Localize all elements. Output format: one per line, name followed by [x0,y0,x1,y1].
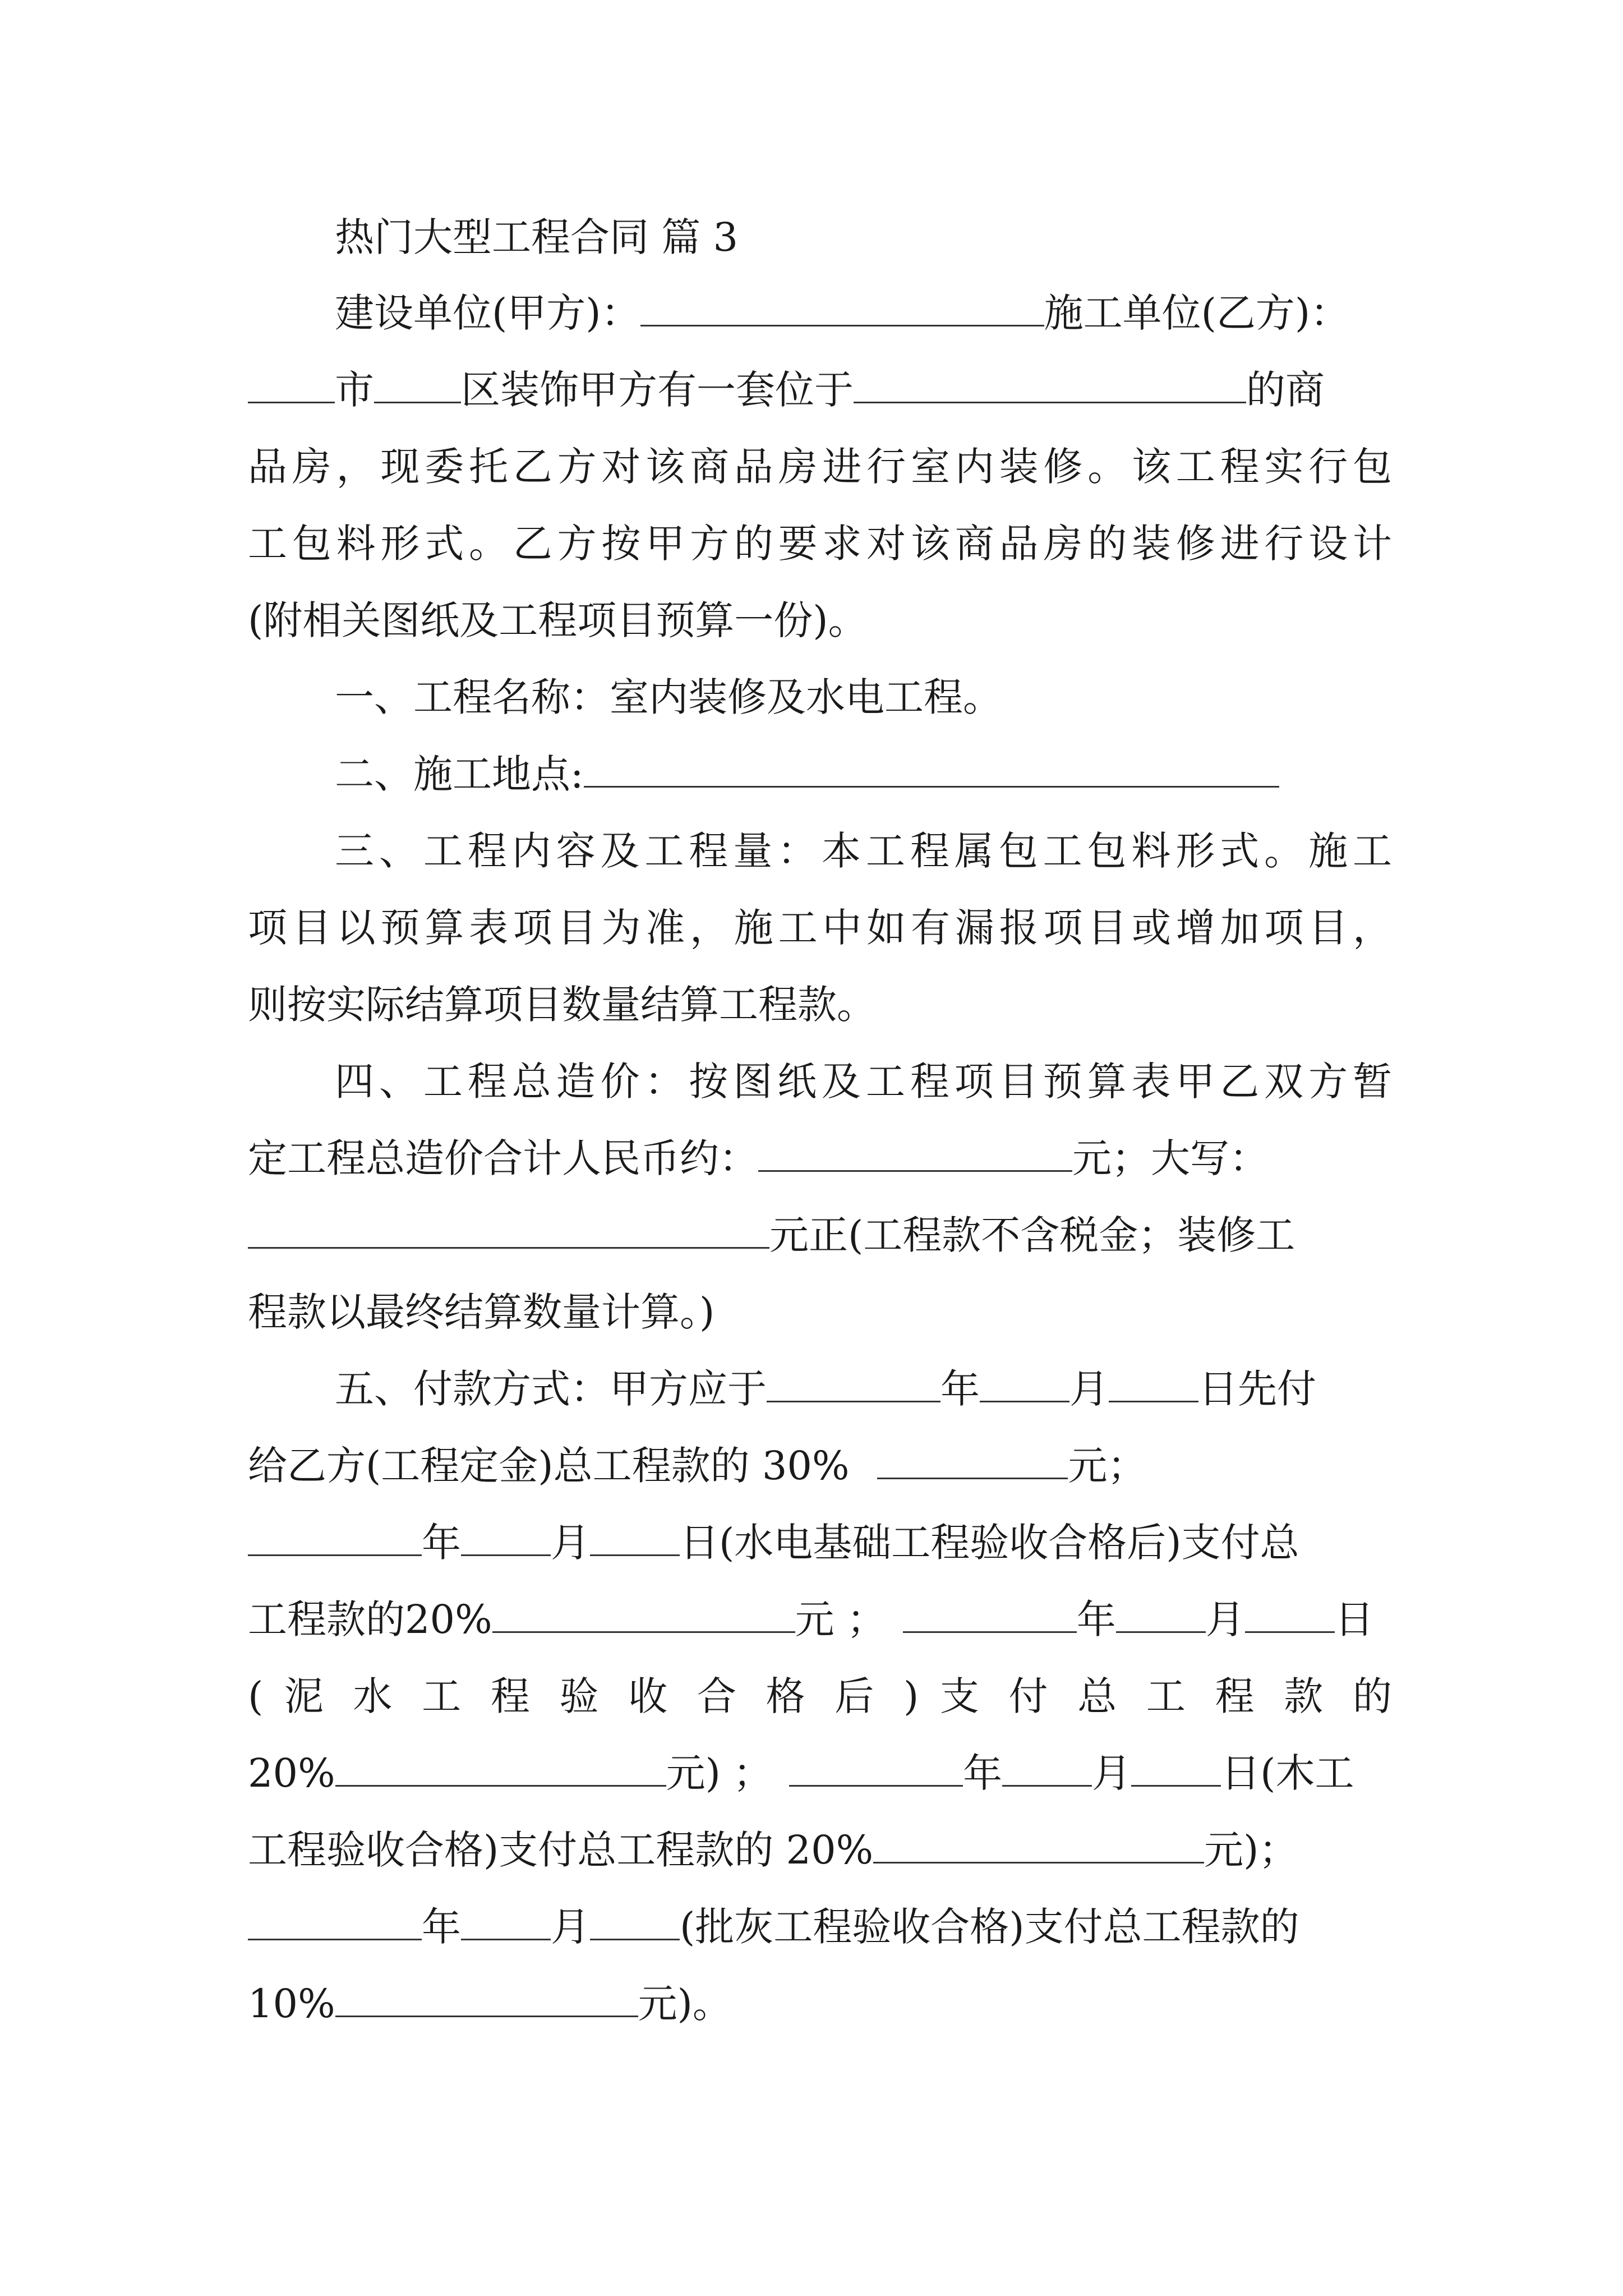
item-1: 一、工程名称：室内装修及水电工程。 [335,674,1002,720]
intro-line-5: (附相关图纸及工程项目预算一份)。 [248,597,868,643]
item-5-line-9: 10% 元)。 [248,1981,732,2027]
item-4-line-2: 定工程总造价合计人民币约： 元；大写： [248,1135,1269,1181]
item-4-line-1: 四、工程总造价：按图纸及工程项目预算表甲乙双方暂 [335,1059,1392,1105]
item-4-line-3: 元正(工程款不含税金；装修工 [248,1210,1392,1260]
item-5-line-3: 年 月 日(水电基础工程验收合格后)支付总 [248,1517,1392,1568]
party-a-blank [640,290,1044,326]
item-5-line-6: 20% 元) ； 年 月 日(木工 [248,1750,1354,1796]
district-blank [374,367,461,403]
amount-words-blank [248,1212,769,1249]
parties-line: 建设单位(甲方)： 施工单位(乙方)： [335,290,1350,336]
intro-line-4: 工包料形式。乙方按甲方的要求对该商品房的装修进行设计 [248,521,1392,567]
section-title: 热门大型工程合同 篇 3 [335,214,739,260]
item-5-line-7: 工程验收合格)支付总工程款的 20% 元)； [248,1827,1298,1873]
city-blank [248,367,335,403]
item-5-line-4: 工程款的20% 元 ； 年 月 日 [248,1596,1374,1642]
location-line: 市 区装饰甲方有一套位于 的商 [248,365,1392,415]
intro-line-3: 品房，现委托乙方对该商品房进行室内装修。该工程实行包 [248,444,1392,490]
item-3-line-1: 三、工程内容及工程量：本工程属包工包料形式。施工 [335,828,1392,874]
item-5-line-5: ( 泥 水 工 程 验 收 合 格 后 ) 支 付 总 工 程 款 的 [248,1673,1392,1719]
item-3-line-2: 项目以预算表项目为准，施工中如有漏报项目或增加项目， [248,905,1392,951]
item-5-line-8: 年 月 (批灰工程验收合格)支付总工程款的 [248,1902,1392,1952]
site-blank [584,751,1279,788]
item-5-line-2: 给乙方(工程定金)总工程款的 30% 元； [248,1443,1147,1489]
item-4-line-4: 程款以最终结算数量计算。) [248,1289,715,1335]
total-amount-blank [758,1135,1072,1172]
item-5-line-1: 五、付款方式：甲方应于 年 月 日先付 [335,1366,1316,1412]
address-blank [854,367,1246,403]
item-2: 二、施工地点: [335,749,1392,799]
item-3-line-3: 则按实际结算项目数量结算工程款。 [248,982,876,1028]
